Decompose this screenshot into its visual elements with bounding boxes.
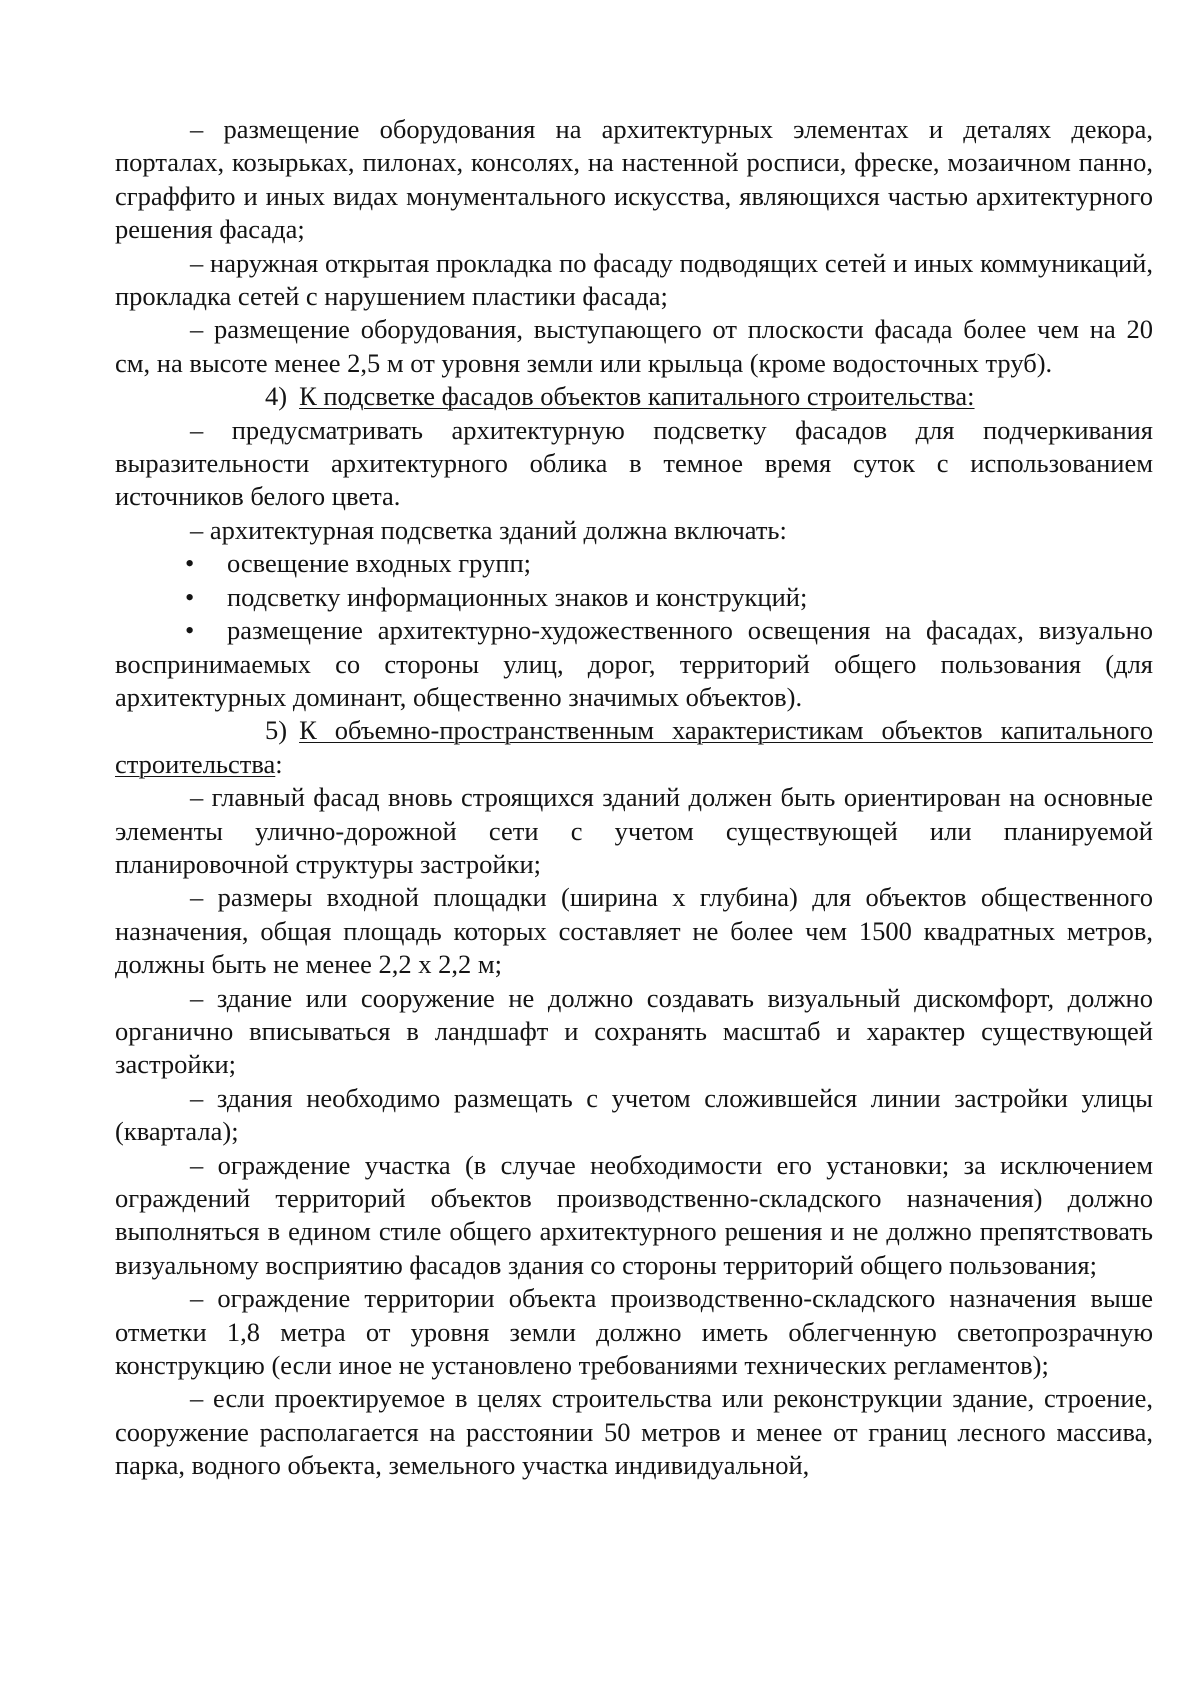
paragraph: – ограждение территории объекта производственно-складского назначения выше отметки 1,8 метра от уровня земли должно иметь облегченную светопрозрачную конструкцию (если иное не установлено требованиями технических регламентов);: [115, 1283, 1153, 1381]
paragraph: – предусматривать архитектурную подсветку фасадов для подчеркивания выразительности архитектурного облика в темное время суток с использованием источников белого цвета.: [115, 414, 1153, 512]
bullet-marker: •: [185, 548, 195, 579]
paragraph: – архитектурная подсветка зданий должна включать:: [190, 514, 787, 545]
section-title-tail: :: [275, 748, 283, 779]
bullet-text: освещение входных групп;: [227, 548, 532, 579]
bullet-marker: •: [185, 615, 195, 646]
paragraph: – размеры входной площадки (ширина х глубина) для объектов общественного назначения, общая площадь которых составляет не более чем 1500 квадратных метров, должны быть не менее 2,2 х 2,2 м;: [115, 882, 1153, 980]
bullet-marker: •: [185, 581, 195, 612]
paragraph: – главный фасад вновь строящихся зданий должен быть ориентирован на основные элементы улично-дорожной сети с учетом существующей или планируемой планировочной структуры застройки;: [115, 782, 1153, 879]
paragraph: – здание или сооружение не должно создавать визуальный дискомфорт, должно органично вписываться в ландшафт и сохранять масштаб и характер существующей застройки;: [115, 982, 1153, 1080]
paragraph: – если проектируемое в целях строительства или реконструкции здание, строение, сооружение располагается на расстоянии 50 метров и менее от границ лесного массива, парка, водного объекта, земельного участка индивидуальной,: [115, 1383, 1153, 1481]
paragraph: – наружная открытая прокладка по фасаду подводящих сетей и иных коммуникаций, прокладка сетей с нарушением пластики фасада;: [115, 247, 1153, 312]
bullet-item: [115, 581, 1153, 614]
bullet-item: [115, 614, 1153, 714]
section-heading-5: [115, 714, 1153, 781]
section-number: 4): [265, 381, 288, 412]
section-title: К подсветке фасадов объектов капитального строительства:: [299, 381, 975, 412]
section-title: К объемно-пространственным характеристикам объектов капитального строительства: [115, 715, 1153, 779]
paragraph: – размещение оборудования, выступающего от плоскости фасада более чем на 20 см, на высоте менее 2,5 м от уровня земли или крыльца (кроме водосточных труб).: [115, 314, 1153, 378]
paragraph: – ограждение участка (в случае необходимости его установки; за исключением ограждений территорий объектов производственно-складского назначения) должно выполняться в едином стиле общего архитектурного решения и не должно препятствовать визуальному восприятию фасадов здания со стороны территорий общего пользования;: [115, 1149, 1153, 1280]
bullet-text: подсветку информационных знаков и конструкций;: [227, 581, 808, 612]
paragraph: – здания необходимо размещать с учетом сложившейся линии застройки улицы (квартала);: [115, 1082, 1153, 1147]
section-heading-4: [115, 380, 1153, 413]
bullet-text: размещение архитектурно-художественного освещения на фасадах, визуально воспринимаемых со стороны улиц, дорог, территорий общего пользования (для архитектурных доминант, общественно значимых объектов).: [115, 615, 1153, 712]
section-number: 5): [265, 715, 288, 746]
paragraph: – размещение оборудования на архитектурных элементах и деталях декора, порталах, козырьках, пилонах, консолях, на настенной росписи, фреске, мозаичном панно, сграффито и иных видах монументального искусства, являющихся частью архитектурного решения фасада;: [115, 114, 1153, 245]
bullet-item: [115, 547, 1153, 580]
